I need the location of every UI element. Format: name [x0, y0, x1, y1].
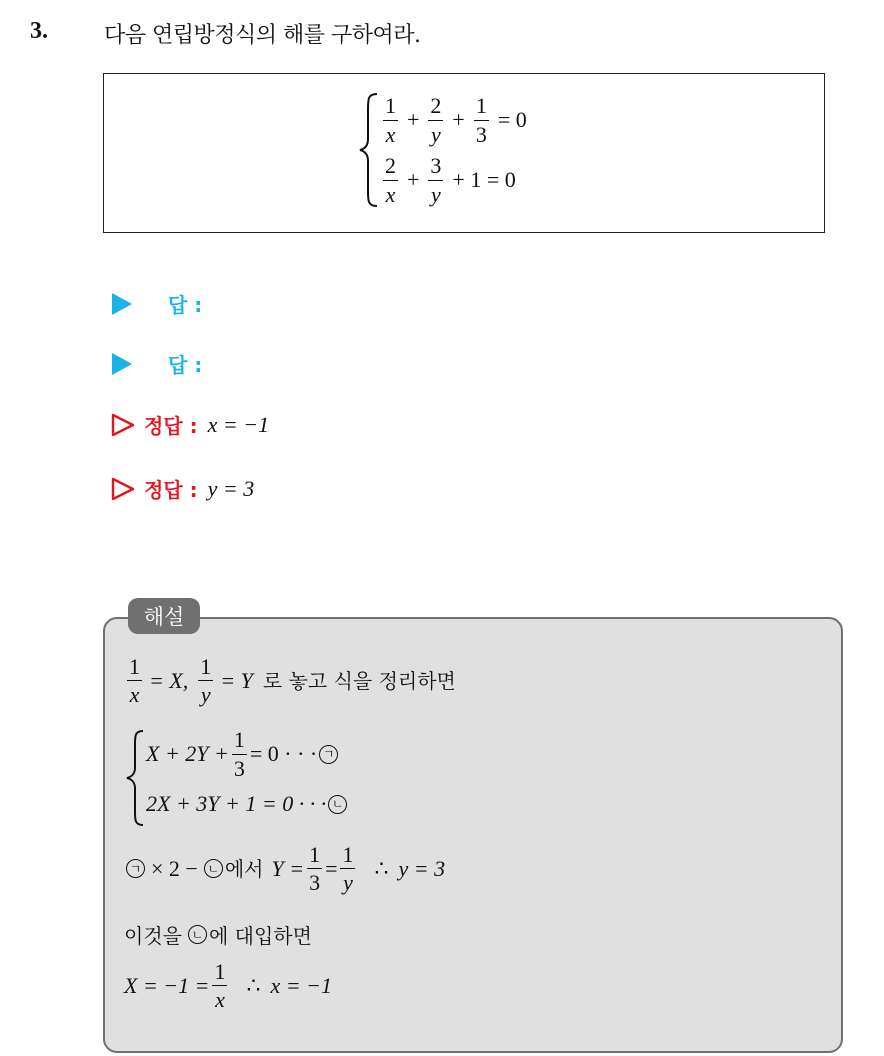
correct-answer-2: 정답 : y = 3: [110, 474, 254, 503]
left-brace-icon: [358, 91, 380, 209]
play-triangle-icon: [112, 353, 132, 375]
solution-line-5: X = −1 = $\frac{1}{x}$ ∴ x = −1: [124, 959, 332, 1013]
circled-giyeok-icon: ㄱ: [319, 745, 338, 764]
question-text: 다음 연립방정식의 해를 구하여라.: [104, 23, 421, 48]
equation-2: $\frac{2}{x}$ + $\frac{3}{y}$ + 1 = 0: [385, 153, 516, 207]
outline-triangle-icon: [110, 412, 136, 438]
solution-line-4: 이것을 ㄴ 에 대입하면: [124, 924, 312, 948]
answer-y: y = 3: [207, 475, 255, 501]
solution-tab: 해설: [128, 598, 200, 634]
solution-line-3: ㄱ × 2 − ㄴ 에서 Y = $\frac{1}{3}$ = $\frac{1}{y}$ ∴ y = 3: [124, 843, 445, 894]
answer-x: x = −1: [207, 411, 270, 437]
left-brace-icon: [124, 728, 146, 828]
answer-blank-2: 답 :: [112, 349, 202, 378]
circled-giyeok-icon: ㄱ: [126, 859, 145, 878]
outline-triangle-icon: [110, 476, 136, 502]
circled-nieun-icon: ㄴ: [328, 795, 347, 814]
equation-box: [103, 73, 825, 233]
correct-answer-1: 정답 : x = −1: [110, 410, 269, 439]
equation-system: [358, 90, 533, 210]
play-triangle-icon: [112, 293, 132, 315]
question-number: 3.: [30, 18, 48, 44]
circled-nieun-icon: ㄴ: [188, 925, 207, 944]
equation-1: $\frac{1}{x}$ + $\frac{2}{y}$ + $\frac{1}{3}$ = 0: [385, 93, 527, 147]
answer-blank-1: 답 :: [112, 289, 202, 318]
solution-line-1: $\frac{1}{x}$ = X, $\frac{1}{y}$ = Y 로 놓고 식을 정리하면: [129, 654, 456, 708]
solution-system: X + 2Y + $\frac{1}{3}$ = 0 · · · ㄱ 2X + 3Y + 1 = 0 · · · ㄴ: [124, 728, 349, 828]
circled-nieun-icon: ㄴ: [204, 859, 223, 878]
